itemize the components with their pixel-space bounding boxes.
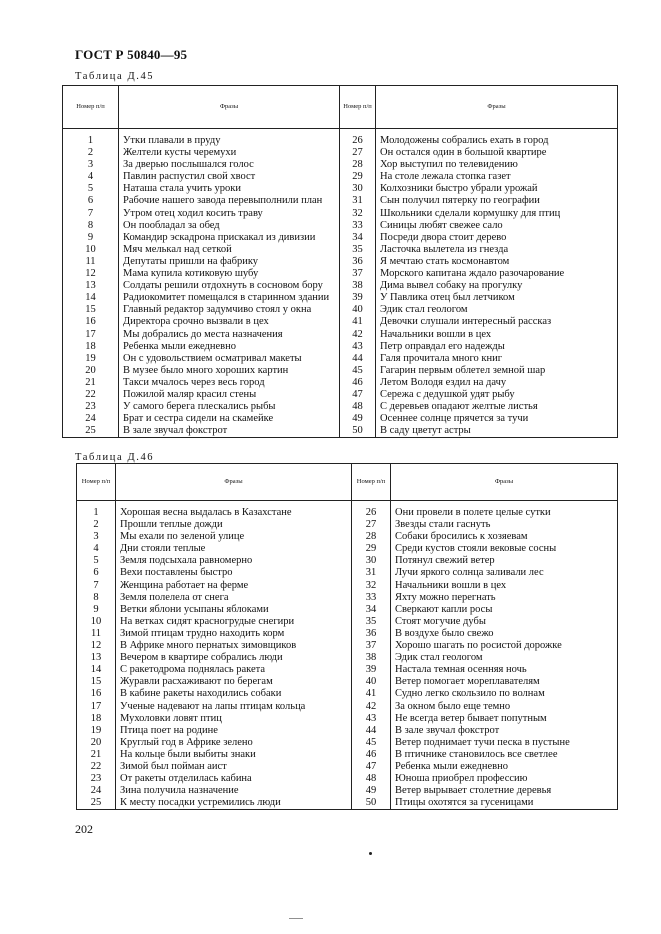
row-phrase: Ласточка вылетела из гнезда [376, 244, 618, 256]
row-phrase: Начальники вошли в цех [391, 580, 618, 592]
row-phrase: Колхозники быстро убрали урожай [376, 183, 618, 195]
row-number: 43 [352, 713, 391, 725]
row-number: 50 [340, 425, 376, 438]
table-row [63, 413, 618, 425]
row-number: 8 [63, 220, 119, 232]
row-phrase: Такси мчалось через весь город [119, 377, 340, 389]
table-row [63, 377, 618, 389]
row-phrase: В зале звучал фокстрот [391, 725, 618, 737]
row-number: 14 [77, 664, 116, 676]
table-row [77, 628, 618, 640]
row-phrase: У Павлика отец был летчиком [376, 292, 618, 304]
phrase-table [76, 463, 618, 810]
row-phrase: Ветер поднимает тучи песка в пустыне [391, 737, 618, 749]
table-row [77, 773, 618, 785]
row-phrase: Брат и сестра сидели на скамейке [119, 413, 340, 425]
scan-mark [369, 852, 372, 855]
row-phrase: Директора срочно вызвали в цех [119, 316, 340, 328]
row-number: 40 [340, 304, 376, 316]
table-row [77, 592, 618, 604]
table-row [77, 531, 618, 543]
row-phrase: Вехи поставлены быстро [116, 567, 352, 579]
row-number: 29 [352, 543, 391, 555]
row-phrase: В воздухе было свежо [391, 628, 618, 640]
table-row [63, 353, 618, 365]
row-phrase: В птичнике становилось все светлее [391, 749, 618, 761]
row-phrase: На столе лежала стопка газет [376, 171, 618, 183]
row-number: 49 [340, 413, 376, 425]
row-number: 15 [77, 676, 116, 688]
row-number: 47 [352, 761, 391, 773]
row-number: 31 [352, 567, 391, 579]
row-phrase: Девочки слушали интересный рассказ [376, 316, 618, 328]
row-phrase: Дни стояли теплые [116, 543, 352, 555]
row-number: 1 [63, 135, 119, 147]
row-number: 1 [77, 507, 116, 519]
row-phrase: Я мечтаю стать космонавтом [376, 256, 618, 268]
table-row [77, 737, 618, 749]
row-number: 50 [352, 797, 391, 810]
table-row [77, 713, 618, 725]
row-number: 13 [63, 280, 119, 292]
row-phrase: Радиокомитет помещался в старинном здании [119, 292, 340, 304]
row-number: 3 [63, 159, 119, 171]
row-phrase: Ветер помогает мореплавателям [391, 676, 618, 688]
table-row [63, 256, 618, 268]
row-number: 27 [352, 519, 391, 531]
row-phrase: Командир эскадрона прискакал из дивизии [119, 232, 340, 244]
row-phrase: Хорошая весна выдалась в Казахстане [116, 507, 352, 519]
table-row [77, 507, 618, 519]
row-phrase: Собаки бросились к хозяевам [391, 531, 618, 543]
row-phrase: Он остался один в большой квартире [376, 147, 618, 159]
row-number: 39 [352, 664, 391, 676]
column-header-phrases: Фразы [119, 86, 340, 129]
table-row [63, 292, 618, 304]
row-phrase: Начальники вошли в цех [376, 329, 618, 341]
row-number: 17 [63, 329, 119, 341]
row-number: 23 [77, 773, 116, 785]
row-number: 30 [340, 183, 376, 195]
table-row [63, 171, 618, 183]
table-row [77, 640, 618, 652]
row-phrase: Желтели кусты черемухи [119, 147, 340, 159]
table-row [77, 616, 618, 628]
document-header: ГОСТ Р 50840—95 [75, 47, 188, 62]
row-number: 44 [352, 725, 391, 737]
row-number: 6 [77, 567, 116, 579]
row-number: 27 [340, 147, 376, 159]
row-number: 20 [77, 737, 116, 749]
table-row [77, 761, 618, 773]
row-phrase: Вечером в квартире собрались люди [116, 652, 352, 664]
row-phrase: Стоят могучие дубы [391, 616, 618, 628]
row-number: 24 [63, 413, 119, 425]
row-number: 31 [340, 195, 376, 207]
row-number: 48 [340, 401, 376, 413]
row-phrase: Яхту можно перегнать [391, 592, 618, 604]
table-row [63, 183, 618, 195]
column-header-number: Номер п/п [77, 464, 116, 501]
table-body [63, 129, 618, 438]
row-number: 22 [77, 761, 116, 773]
row-phrase: Мухоловки ловят птиц [116, 713, 352, 725]
table-row [63, 329, 618, 341]
row-number: 37 [340, 268, 376, 280]
table-row [63, 389, 618, 401]
row-phrase: С ракетодрома поднялась ракета [116, 664, 352, 676]
row-phrase: Птицы охотятся за гусеницами [391, 797, 618, 810]
row-phrase: Эдик стал геологом [391, 652, 618, 664]
row-number: 21 [63, 377, 119, 389]
row-number: 4 [63, 171, 119, 183]
row-number: 14 [63, 292, 119, 304]
table-row [77, 519, 618, 531]
row-number: 47 [340, 389, 376, 401]
table-row [63, 341, 618, 353]
row-number: 41 [340, 316, 376, 328]
row-phrase: Сын получил пятерку по географии [376, 195, 618, 207]
column-header-phrases: Фразы [376, 86, 618, 129]
row-phrase: Ребенка мыли ежедневно [391, 761, 618, 773]
column-header-phrases: Фразы [116, 464, 352, 501]
row-phrase: Ветки яблони усыпаны яблоками [116, 604, 352, 616]
row-phrase: Женщина работает на ферме [116, 580, 352, 592]
row-number: 43 [340, 341, 376, 353]
row-number: 26 [352, 507, 391, 519]
row-number: 16 [63, 316, 119, 328]
row-phrase: Солдаты решили отдохнуть в сосновом бору [119, 280, 340, 292]
row-phrase: Павлин распустил свой хвост [119, 171, 340, 183]
row-phrase: Не всегда ветер бывает попутным [391, 713, 618, 725]
row-phrase: Гагарин первым облетел земной шар [376, 365, 618, 377]
row-phrase: Главный редактор задумчиво стоял у окна [119, 304, 340, 316]
row-phrase: Сверкают капли росы [391, 604, 618, 616]
row-number: 35 [352, 616, 391, 628]
row-phrase: Хорошо шагать по росистой дорожке [391, 640, 618, 652]
row-number: 9 [63, 232, 119, 244]
table-row [63, 244, 618, 256]
row-number: 33 [340, 220, 376, 232]
row-number: 12 [63, 268, 119, 280]
row-number: 4 [77, 543, 116, 555]
table-row [63, 195, 618, 207]
table-row [63, 304, 618, 316]
row-number: 24 [77, 785, 116, 797]
row-phrase: Настала темная осенняя ночь [391, 664, 618, 676]
row-phrase: Летом Володя ездил на дачу [376, 377, 618, 389]
row-phrase: Мама купила котиковую шубу [119, 268, 340, 280]
row-number: 39 [340, 292, 376, 304]
table-row [77, 580, 618, 592]
table-row [77, 543, 618, 555]
row-number: 49 [352, 785, 391, 797]
table-row [77, 652, 618, 664]
table-row [63, 365, 618, 377]
row-number: 45 [340, 365, 376, 377]
table-row [77, 797, 618, 810]
table-row [77, 785, 618, 797]
table-caption: Таблица Д.46 [75, 452, 155, 463]
row-number: 6 [63, 195, 119, 207]
row-number: 46 [352, 749, 391, 761]
row-number: 28 [340, 159, 376, 171]
row-number: 21 [77, 749, 116, 761]
row-number: 46 [340, 377, 376, 389]
row-number: 40 [352, 676, 391, 688]
row-phrase: За окном было еще темно [391, 701, 618, 713]
row-number: 38 [352, 652, 391, 664]
row-number: 20 [63, 365, 119, 377]
row-number: 2 [63, 147, 119, 159]
table-row [63, 220, 618, 232]
column-header-number: Номер п/п [352, 464, 391, 501]
row-number: 37 [352, 640, 391, 652]
row-phrase: Птица поет на родине [116, 725, 352, 737]
row-phrase: Звезды стали гаснуть [391, 519, 618, 531]
row-number: 25 [63, 425, 119, 438]
row-phrase: Рабочие нашего завода перевыполнили план [119, 195, 340, 207]
row-phrase: В кабине ракеты находились собаки [116, 688, 352, 700]
row-phrase: В Африке много пернатых зимовщиков [116, 640, 352, 652]
row-phrase: Потянул свежий ветер [391, 555, 618, 567]
row-number: 10 [77, 616, 116, 628]
table-row [77, 749, 618, 761]
row-phrase: Он с удовольствием осматривал макеты [119, 353, 340, 365]
row-phrase: В саду цветут астры [376, 425, 618, 438]
row-phrase: Ученые надевают на лапы птицам кольца [116, 701, 352, 713]
row-number: 48 [352, 773, 391, 785]
phrase-table [62, 85, 618, 438]
row-phrase: Мяч мелькал над сеткой [119, 244, 340, 256]
row-number: 36 [340, 256, 376, 268]
table-row [63, 401, 618, 413]
row-number: 33 [352, 592, 391, 604]
row-number: 22 [63, 389, 119, 401]
row-phrase: Он пообладал за обед [119, 220, 340, 232]
row-phrase: От ракеты отделилась кабина [116, 773, 352, 785]
row-number: 19 [63, 353, 119, 365]
table-body [77, 501, 618, 810]
table-row [77, 604, 618, 616]
row-number: 34 [340, 232, 376, 244]
row-phrase: В зале звучал фокстрот [119, 425, 340, 438]
row-number: 35 [340, 244, 376, 256]
scan-mark [289, 918, 303, 919]
table-row [63, 268, 618, 280]
row-phrase: Утром отец ходил косить траву [119, 208, 340, 220]
table-row [77, 701, 618, 713]
row-number: 36 [352, 628, 391, 640]
row-phrase: Они провели в полете целые сутки [391, 507, 618, 519]
table-row [77, 676, 618, 688]
row-phrase: К месту посадки устремились люди [116, 797, 352, 810]
column-header-number: Номер п/п [63, 86, 119, 129]
row-number: 5 [63, 183, 119, 195]
table-row [63, 147, 618, 159]
table-row [63, 159, 618, 171]
row-phrase: Школьники сделали кормушку для птиц [376, 208, 618, 220]
row-number: 11 [63, 256, 119, 268]
row-phrase: С деревьев опадают желтые листья [376, 401, 618, 413]
row-number: 10 [63, 244, 119, 256]
row-number: 25 [77, 797, 116, 810]
row-phrase: Земля полелела от снега [116, 592, 352, 604]
row-number: 2 [77, 519, 116, 531]
row-phrase: Эдик стал геологом [376, 304, 618, 316]
row-phrase: Посреди двора стоит дерево [376, 232, 618, 244]
row-number: 3 [77, 531, 116, 543]
row-phrase: У самого берега плескались рыбы [119, 401, 340, 413]
table-row [63, 280, 618, 292]
row-phrase: Петр оправдал его надежды [376, 341, 618, 353]
row-phrase: Пожилой маляр красил стены [119, 389, 340, 401]
row-phrase: Лучи яркого солнца заливали лес [391, 567, 618, 579]
row-phrase: Осеннее солнце прячется за тучи [376, 413, 618, 425]
row-phrase: На ветках сидят красногрудые снегири [116, 616, 352, 628]
table-row [63, 232, 618, 244]
row-number: 32 [340, 208, 376, 220]
row-number: 18 [63, 341, 119, 353]
table-caption: Таблица Д.45 [75, 71, 155, 82]
table-row [77, 688, 618, 700]
row-number: 7 [63, 208, 119, 220]
row-number: 11 [77, 628, 116, 640]
column-header-phrases: Фразы [391, 464, 618, 501]
table-row [63, 425, 618, 438]
row-number: 13 [77, 652, 116, 664]
row-number: 23 [63, 401, 119, 413]
row-phrase: На кольце были выбиты знаки [116, 749, 352, 761]
row-phrase: Сережа с дедушкой удят рыбу [376, 389, 618, 401]
row-number: 19 [77, 725, 116, 737]
row-number: 18 [77, 713, 116, 725]
row-number: 15 [63, 304, 119, 316]
table-row [63, 316, 618, 328]
row-number: 44 [340, 353, 376, 365]
row-phrase: Судно легко скользило по волнам [391, 688, 618, 700]
row-number: 12 [77, 640, 116, 652]
table-row [63, 135, 618, 147]
row-phrase: Дима вывел собаку на прогулку [376, 280, 618, 292]
row-phrase: Ребенка мыли ежедневно [119, 341, 340, 353]
row-phrase: Галя прочитала много книг [376, 353, 618, 365]
table-row [77, 725, 618, 737]
row-number: 38 [340, 280, 376, 292]
row-phrase: Среди кустов стояли вековые сосны [391, 543, 618, 555]
table-row [77, 555, 618, 567]
row-number: 45 [352, 737, 391, 749]
row-phrase: Мы ехали по зеленой улице [116, 531, 352, 543]
row-number: 26 [340, 135, 376, 147]
row-number: 41 [352, 688, 391, 700]
row-phrase: Зимой птицам трудно находить корм [116, 628, 352, 640]
row-number: 5 [77, 555, 116, 567]
row-phrase: Депутаты пришли на фабрику [119, 256, 340, 268]
row-phrase: В музее было много хороших картин [119, 365, 340, 377]
row-number: 9 [77, 604, 116, 616]
row-number: 30 [352, 555, 391, 567]
row-phrase: Молодожены собрались ехать в город [376, 135, 618, 147]
row-number: 34 [352, 604, 391, 616]
row-number: 42 [352, 701, 391, 713]
row-phrase: Зимой был пойман аист [116, 761, 352, 773]
row-phrase: За дверью послышался голос [119, 159, 340, 171]
table-row [77, 664, 618, 676]
row-phrase: Синицы любят свежее сало [376, 220, 618, 232]
row-number: 16 [77, 688, 116, 700]
page-number: 202 [75, 822, 93, 836]
row-phrase: Круглый год в Африке зелено [116, 737, 352, 749]
table-row [63, 208, 618, 220]
row-number: 8 [77, 592, 116, 604]
row-phrase: Мы добрались до места назначения [119, 329, 340, 341]
column-header-number: Номер п/п [340, 86, 376, 129]
row-phrase: Ветер вырывает столетние деревья [391, 785, 618, 797]
row-phrase: Морского капитана ждало разочарование [376, 268, 618, 280]
row-phrase: Журавли расхаживают по берегам [116, 676, 352, 688]
table-row [77, 567, 618, 579]
row-number: 32 [352, 580, 391, 592]
row-phrase: Зина получила назначение [116, 785, 352, 797]
row-number: 42 [340, 329, 376, 341]
row-number: 28 [352, 531, 391, 543]
row-phrase: Наташа стала учить уроки [119, 183, 340, 195]
row-phrase: Земля подсыхала равномерно [116, 555, 352, 567]
row-phrase: Юноша приобрел профессию [391, 773, 618, 785]
row-number: 29 [340, 171, 376, 183]
row-phrase: Прошли теплые дожди [116, 519, 352, 531]
row-phrase: Хор выступил по телевидению [376, 159, 618, 171]
row-phrase: Утки плавали в пруду [119, 135, 340, 147]
row-number: 7 [77, 580, 116, 592]
row-number: 17 [77, 701, 116, 713]
